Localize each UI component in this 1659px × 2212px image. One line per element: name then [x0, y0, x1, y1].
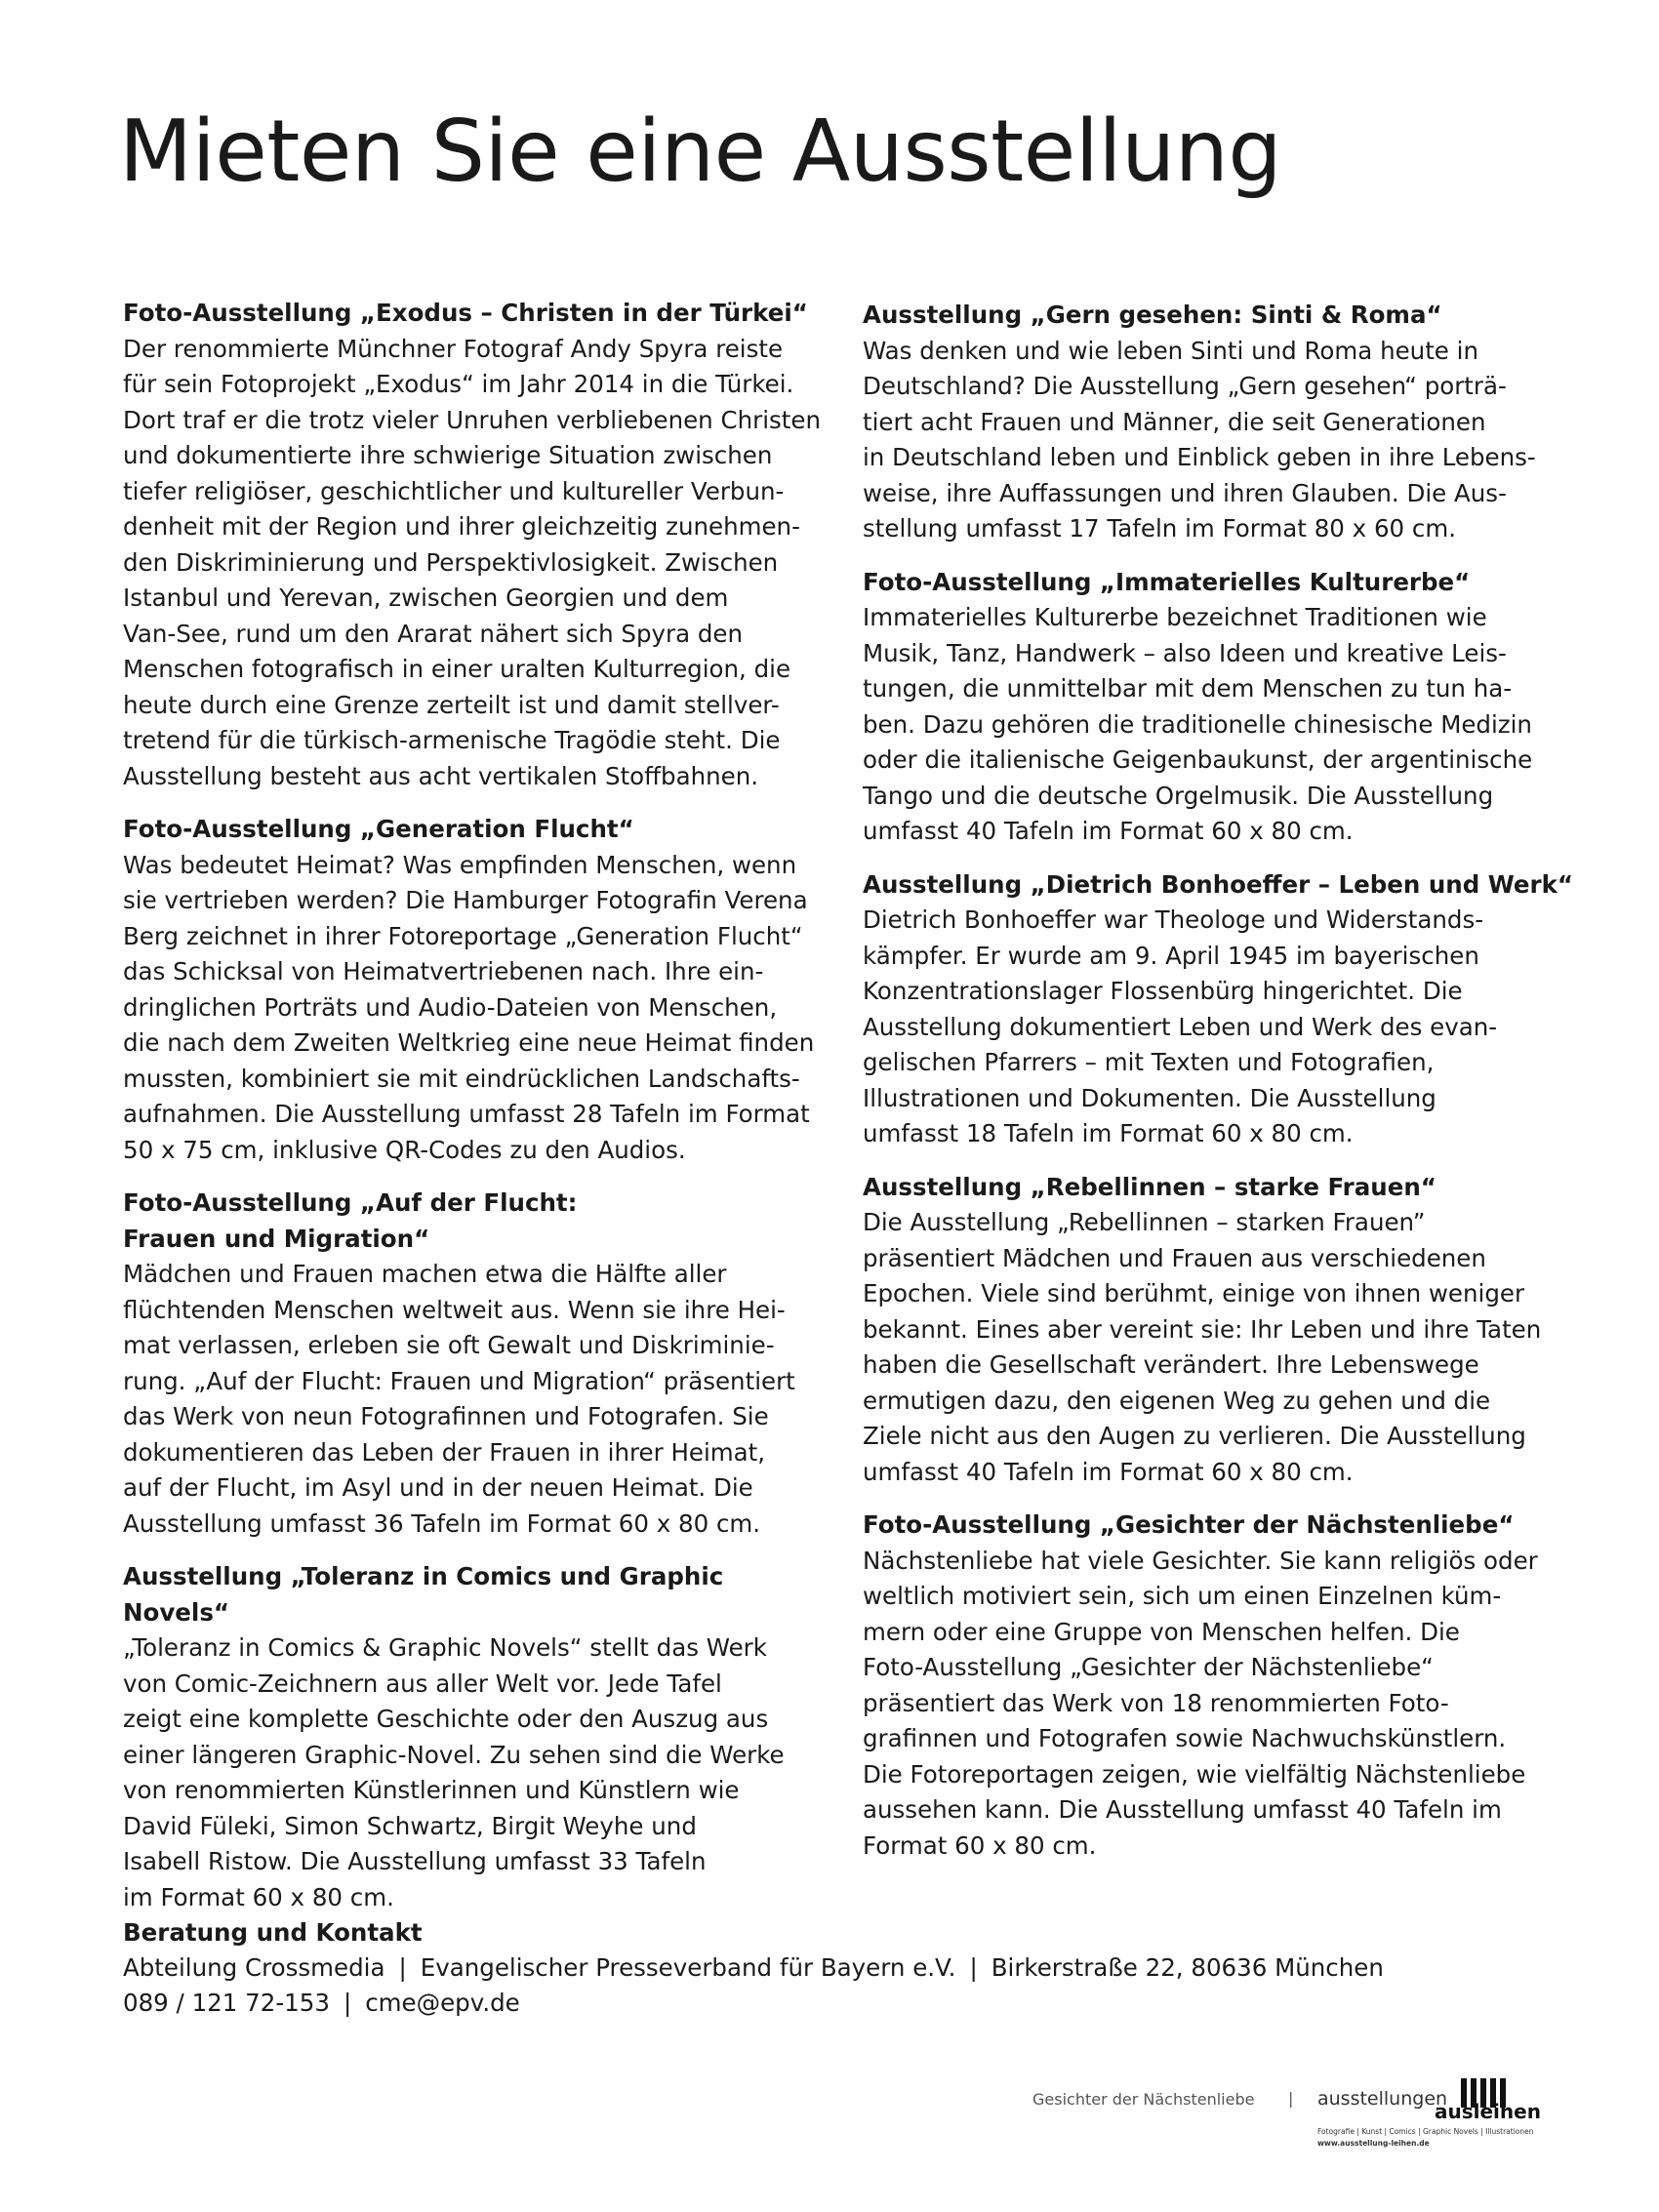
exhibition-description: „Toleranz in Comics & Graphic Novels“ stellt das Werk von Comic-Zeichnern aus aller Welt vor. Jede Tafel zeigt eine komplette Geschichte oder den Auszug aus einer längeren Graphic-Novel. Zu sehen sind die Werke von renommierten Künstlerinnen und Künstlern wie David Füleki, Simon Schwartz, Birgit Weyhe und Isabell Ristow. Die Ausstellung umfasst 33 Tafeln im Format 60 x 80 cm. — [123, 1633, 785, 1911]
exhibition-heading: Foto-Ausstellung „Generation Flucht“ — [123, 815, 634, 843]
exhibition-heading: Foto-Ausstellung „Gesichter der Nächstenliebe“ — [863, 1510, 1515, 1539]
exhibition-description: Was denken und wie leben Sinti und Roma heute in Deutschland? Die Ausstellung „Gern gesehen“ porträ- tiert acht Frauen und Männer, die seit Generationen in Deutschland leben und Einblick geben in ihre Lebens- weise, ihre Auffassungen und ihren Glauben. Die Aus- stellung umfasst 17 Tafeln im Format 80 x 60 cm. — [863, 336, 1536, 543]
exhibition-item — [123, 1559, 835, 1915]
exhibition-heading: Foto-Ausstellung „Exodus – Christen in der Türkei“ — [123, 299, 808, 327]
exhibition-item — [863, 565, 1575, 850]
exhibition-description: Der renommierte Münchner Fotograf Andy Spyra reiste für sein Fotoprojekt „Exodus“ im Jahr 2014 in die Türkei. Dort traf er die trotz vieler Unruhen verbliebenen Christen und dokumentierte ihre schwierige Situation zwischen tiefer religiöser, geschichtlicher und kultureller Verbun- denheit mit der Region und ihrer gleichzeitig zunehmen- den Diskriminierung und Perspektivlosigkeit. Zwischen Istanbul und Yerevan, zwischen Georgien und dem Van-See, rund um den Ararat nähert sich Spyra den Menschen fotografisch in einer uralten Kulturregion, die heute durch eine Grenze zerteilt ist und damit stellver- tretend für die türkisch-armenische Tragödie steht. Die Ausstellung besteht aus acht vertikalen Stoffbahnen. — [123, 334, 821, 790]
exhibition-heading: Ausstellung „Dietrich Bonhoeffer – Leben und Werk“ — [863, 869, 1574, 899]
phone-number: 089 / 121 72-153 — [123, 1989, 330, 2017]
exhibition-heading: Ausstellung „Gern gesehen: Sinti & Roma“ — [863, 301, 1442, 329]
exhibition-heading: Ausstellung „Rebellinnen – starke Frauen“ — [863, 1172, 1436, 1201]
ausstellungen-ausleihen-logo — [1317, 2076, 1571, 2158]
exhibition-heading: Ausstellung „Toleranz in Comics und Graphic Novels“ — [123, 1562, 724, 1627]
exhibition-description: Immaterielles Kulturerbe bezeichnet Traditionen wie Musik, Tanz, Handwerk – also Ideen und kreative Leis- tungen, die unmittelbar mit dem Menschen zu tun ha- ben. Dazu gehören die traditionelle chinesische Medizin oder die italienische Geigenbaukunst, der argentinische Tango und die deutsche Orgelmusik. Die Ausstellung umfasst 40 Tafeln im Format 60 x 80 cm. — [863, 603, 1533, 845]
exhibition-item — [123, 1186, 835, 1542]
exhibition-item — [863, 1508, 1575, 1864]
footer — [1032, 2076, 1579, 2154]
exhibition-item — [863, 1170, 1575, 1491]
exhibition-item — [123, 812, 835, 1168]
contact-section — [123, 1915, 1587, 2021]
exhibition-heading: Foto-Ausstellung „Immaterielles Kulturerbe“ — [863, 567, 1471, 596]
department: Abteilung Crossmedia — [123, 1953, 385, 1982]
right-column — [863, 298, 1575, 1881]
logo-tagline: Fotografie | Kunst | Comics | Graphic Novels | Illustrationen — [1317, 2127, 1534, 2136]
exhibition-item — [123, 296, 835, 794]
separator: | — [343, 1989, 352, 2017]
separator: | — [1288, 2089, 1294, 2108]
logo-word-ausstellungen: ausstellungen — [1317, 2088, 1448, 2110]
exhibition-description: Dietrich Bonhoeffer war Theologe und Widerstands- kämpfer. Er wurde am 9. April 1945 im bayerischen Konzentrationslager Flossenbürg hingerichtet. Die Ausstellung dokumentiert Leben und Werk des evan- gelischen Pfarrers – mit Texten und Fotografien, Illustrationen und Dokumenten. Die Ausstellung umfasst 18 Tafeln im Format 60 x 80 cm. — [863, 905, 1498, 1147]
contact-line-1 — [123, 1951, 1587, 1986]
separator: | — [969, 1953, 978, 1982]
organization: Evangelischer Presseverband für Bayern e.V. — [420, 1953, 956, 1982]
left-column — [123, 296, 835, 1933]
address: Birkerstraße 22, 80636 München — [991, 1953, 1384, 1982]
contact-heading: Beratung und Kontakt — [123, 1918, 423, 1947]
exhibition-item — [863, 867, 1575, 1152]
exhibition-item — [863, 298, 1575, 547]
separator: | — [398, 1953, 407, 1982]
contact-line-2 — [123, 1986, 1587, 2021]
logo-word-ausleihen: ausleihen — [1435, 2100, 1541, 2123]
exhibition-description: Die Ausstellung „Rebellinnen – starken Frauen” präsentiert Mädchen und Frauen aus verschiedenen Epochen. Viele sind berühmt, einige von ihnen weniger bekannt. Eines aber vereint sie: Ihr Leben und ihre Taten haben die Gesellschaft verändert. Ihre Lebenswege ermutigen dazu, den eigenen Weg zu gehen und die Ziele nicht aus den Augen zu verlieren. Die Ausstellung umfasst 40 Tafeln im Format 60 x 80 cm. — [863, 1208, 1542, 1486]
email-address[interactable]: cme@epv.de — [365, 1989, 520, 2017]
exhibition-heading: Foto-Ausstellung „Auf der Flucht: Frauen und Migration“ — [123, 1188, 578, 1253]
page-title: Mieten Sie eine Ausstellung — [119, 101, 1282, 201]
exhibition-description: Nächstenliebe hat viele Gesichter. Sie kann religiös oder weltlich motiviert sein, sich um einen Einzelnen küm- mern oder eine Gruppe von Menschen helfen. Die Foto-Ausstellung „Gesichter der Nächstenliebe“ präsentiert das Werk von 18 renommierten Foto- grafinnen und Fotografen sowie Nachwuchskünstlern. Die Fotoreportagen zeigen, wie vielfältig Nächstenliebe aussehen kann. Die Ausstellung umfasst 40 Tafeln im Format 60 x 80 cm. — [863, 1546, 1538, 1860]
footer-caption: Gesichter der Nächstenliebe — [1032, 2090, 1255, 2109]
logo-url[interactable]: www.ausstellung-leihen.de — [1317, 2139, 1430, 2148]
exhibition-description: Mädchen und Frauen machen etwa die Hälfte aller flüchtenden Menschen weltweit aus. Wenn sie ihre Hei- mat verlassen, erleben sie oft Gewalt und Diskriminie- rung. „Auf der Flucht: Frauen und Migration“ präsentiert das Werk von neun Fotografinnen und Fotografen. Sie dokumentieren das Leben der Frauen in ihrer Heimat, auf der Flucht, im Asyl und in der neuen Heimat. Die Ausstellung umfasst 36 Tafeln im Format 60 x 80 cm. — [123, 1260, 795, 1538]
exhibition-description: Was bedeutet Heimat? Was empfinden Menschen, wenn sie vertrieben werden? Die Hamburger Fotografin Verena Berg zeichnet in ihrer Fotoreportage „Generation Flucht“ das Schicksal von Heimatvertriebenen nach. Ihre ein- dringlichen Porträts und Audio-Dateien von Menschen, die nach dem Zweiten Weltkrieg eine neue Heimat finden mussten, kombiniert sie mit eindrücklichen Landschafts- aufnahmen. Die Ausstellung umfasst 28 Tafeln im Format 50 x 75 cm, inklusive QR-Codes zu den Audios. — [123, 850, 815, 1164]
